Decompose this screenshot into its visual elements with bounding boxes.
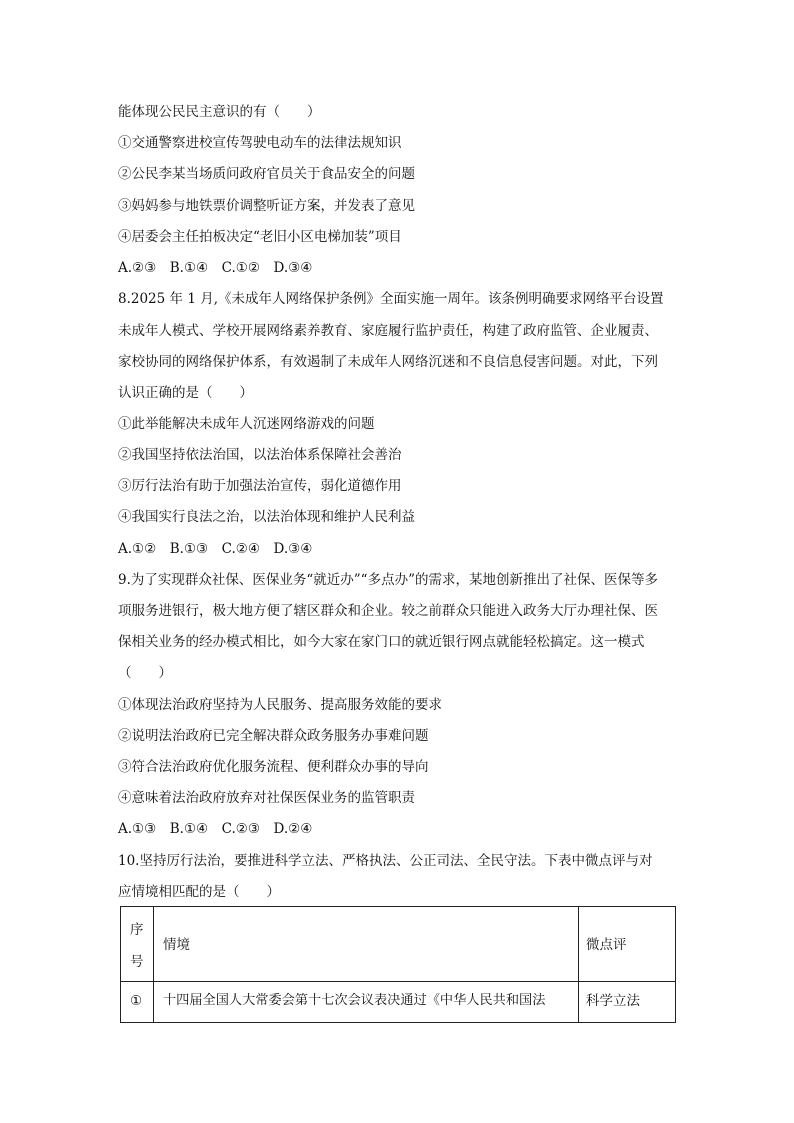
q7-option-1: ①交通警察进校宣传驾驶电动车的法律法规知识 [118, 135, 402, 151]
q9-choices: A.①③ B.①④ C.②③ D.②④ [118, 821, 313, 837]
q9-stem-line-3: 保相关业务的经办模式相比，如今大家在家门口的就近银行网点就能轻松搞定。这一模式 [118, 634, 645, 650]
q8-stem-line-1: 8.2025 年 1 月,《未成年人网络保护条例》全面实施一周年。该条例明确要求网络平台设置 [118, 291, 664, 307]
q7-stem: 能体现公民民主意识的有（ ） [118, 104, 321, 120]
table-divider [121, 981, 675, 982]
q9-option-1: ①体现法治政府坚持为人民服务、提高服务效能的要求 [118, 697, 442, 713]
q9-stem-line-2: 项服务进银行，极大地方便了辖区群众和企业。较之前群众只能进入政务大厅办理社保、医 [118, 603, 658, 619]
q8-stem-line-2: 未成年人模式、学校开展网络素养教育、家庭履行监护责任，构建了政府监管、企业履责、 [118, 323, 658, 339]
q8-option-3: ③厉行法治有助于加强法治宣传，弱化道德作用 [118, 478, 402, 494]
q9-stem-line-4: （ ） [118, 665, 172, 681]
table-header-comment: 微点评 [586, 937, 627, 953]
table-header-num-line-2: 号 [130, 954, 144, 970]
q8-choices: A.①② B.①③ C.②④ D.③④ [118, 541, 313, 557]
q7-option-3: ③妈妈参与地铁票价调整听证方案，并发表了意见 [118, 198, 415, 214]
q8-stem-line-4: 认识正确的是（ ） [118, 385, 253, 401]
q8-option-1: ①此举能解决未成年人沉迷网络游戏的问题 [118, 416, 375, 432]
table-divider [153, 907, 154, 1022]
table-row-num: ① [130, 993, 143, 1009]
q8-option-4: ④我国实行良法之治，以法治体现和维护人民利益 [118, 509, 415, 525]
q9-option-4: ④意味着法治政府放弃对社保医保业务的监管职责 [118, 790, 415, 806]
q9-stem-line-1: 9.为了实现群众社保、医保业务“就近办”“多点办”的需求，某地创新推出了社保、医保等多 [118, 572, 658, 588]
q10-stem-line-1: 10.坚持厉行法治，要推进科学立法、严格执法、公正司法、全民守法。下表中微点评与对 [118, 853, 653, 869]
table-row-comment: 科学立法 [586, 993, 640, 1009]
q7-option-2: ②公民李某当场质问政府官员关于食品安全的问题 [118, 166, 415, 182]
q7-option-4: ④居委会主任拍板决定“老旧小区电梯加装”项目 [118, 229, 402, 245]
table-divider [578, 907, 579, 1022]
q8-stem-line-3: 家校协同的网络保护体系，有效遏制了未成年人网络沉迷和不良信息侵害问题。对此，下列 [118, 354, 658, 370]
q9-option-2: ②说明法治政府已完全解决群众政务服务办事难问题 [118, 728, 429, 744]
table-header-num-line-1: 序 [130, 922, 144, 938]
table-header-scenario: 情境 [163, 937, 190, 953]
q8-option-2: ②我国坚持依法治国，以法治体系保障社会善治 [118, 447, 402, 463]
q10-stem-line-2: 应情境相匹配的是（ ） [118, 884, 280, 900]
q7-choices: A.②③ B.①④ C.①② D.③④ [118, 260, 313, 276]
q9-option-3: ③符合法治政府优化服务流程、便利群众办事的导向 [118, 759, 429, 775]
table-row-scenario: 十四届全国人大常委会第十七次会议表决通过《中华人民共和国法 [163, 993, 546, 1008]
q10-table [120, 906, 676, 1023]
